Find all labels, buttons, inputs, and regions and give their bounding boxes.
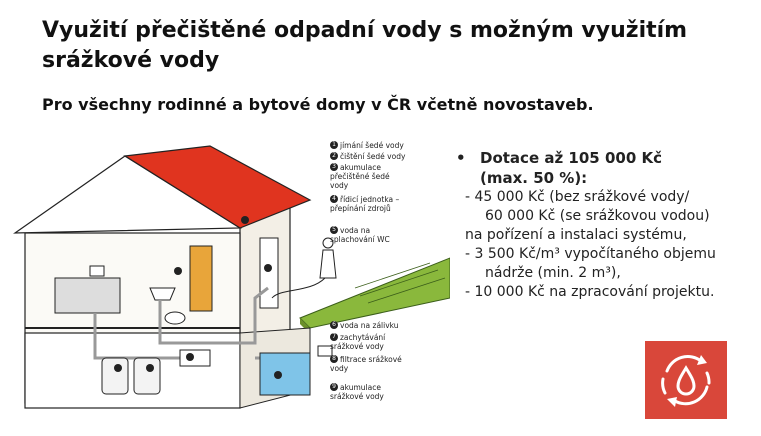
legend-number: 5 (330, 226, 338, 234)
subsidy-heading (456, 148, 756, 188)
control-unit (180, 350, 210, 366)
legend-text: řídicí jednotka – přepínání zdrojů (330, 195, 400, 213)
subsidy-line: - 3 500 Kč/m³ vypočítaného objemu (465, 246, 716, 262)
legend-text: akumulace přečištěné šedé vody (330, 163, 390, 190)
page-subtitle: Pro všechny rodinné a bytové domy v ČR včetně novostaveb. (42, 95, 594, 114)
legend-text: čištění šedé vody (340, 152, 406, 161)
legend-text: jímání šedé vody (340, 141, 404, 150)
legend-number: 2 (330, 152, 338, 160)
legend-item (330, 383, 410, 401)
legend-text: zachytávání srážkové vody (330, 333, 386, 351)
subsidy-line: - 45 000 Kč (bez srážkové vody/ (465, 189, 690, 205)
subsidy-heading-line: (max. 50 %): (480, 169, 588, 187)
legend-item (330, 195, 410, 213)
kitchen-counter (55, 278, 120, 313)
logo-box (645, 341, 727, 419)
subsidy-heading-line: • Dotace až 105 000 Kč (480, 149, 662, 167)
legend-item (330, 163, 410, 190)
subsidy-line: na pořízení a instalaci systému, (465, 227, 687, 243)
page-title: Využití přečištěné odpadní vody s možným využitím srážkové vody (42, 18, 688, 73)
legend-number: 7 (330, 333, 338, 341)
exterior-door (260, 238, 278, 308)
rainwater-tank (260, 353, 310, 395)
subsidy-line: 60 000 Kč (se srážkovou vodou) (485, 208, 710, 224)
legend-item (330, 226, 410, 244)
legend-text: voda na splachování WC (330, 226, 390, 244)
subsidy-info (456, 148, 756, 302)
subsidy-line: nádrže (min. 2 m³), (485, 265, 621, 281)
legend-item (330, 141, 425, 150)
legend-number: 8 (330, 355, 338, 363)
legend-number: 1 (330, 141, 338, 149)
legend-text: filtrace srážkové vody (330, 355, 402, 373)
legend-text: akumulace srážkové vody (330, 383, 384, 401)
legend-item (330, 333, 410, 351)
subsidy-line: - 10 000 Kč na zpracování projektu. (465, 284, 715, 300)
legend-number: 3 (330, 163, 338, 171)
legend-text: voda na zálivku (340, 321, 399, 330)
legend-item (330, 152, 425, 161)
legend-item (330, 321, 425, 330)
person-figure (320, 238, 336, 278)
interior-door (190, 246, 212, 311)
legend-number: 9 (330, 383, 338, 391)
legend-number: 4 (330, 195, 338, 203)
legend-number: 6 (330, 321, 338, 329)
legend-item (330, 355, 410, 373)
toilet (165, 312, 185, 324)
bathroom-sink (150, 288, 175, 300)
water-recycle-icon (645, 341, 727, 419)
